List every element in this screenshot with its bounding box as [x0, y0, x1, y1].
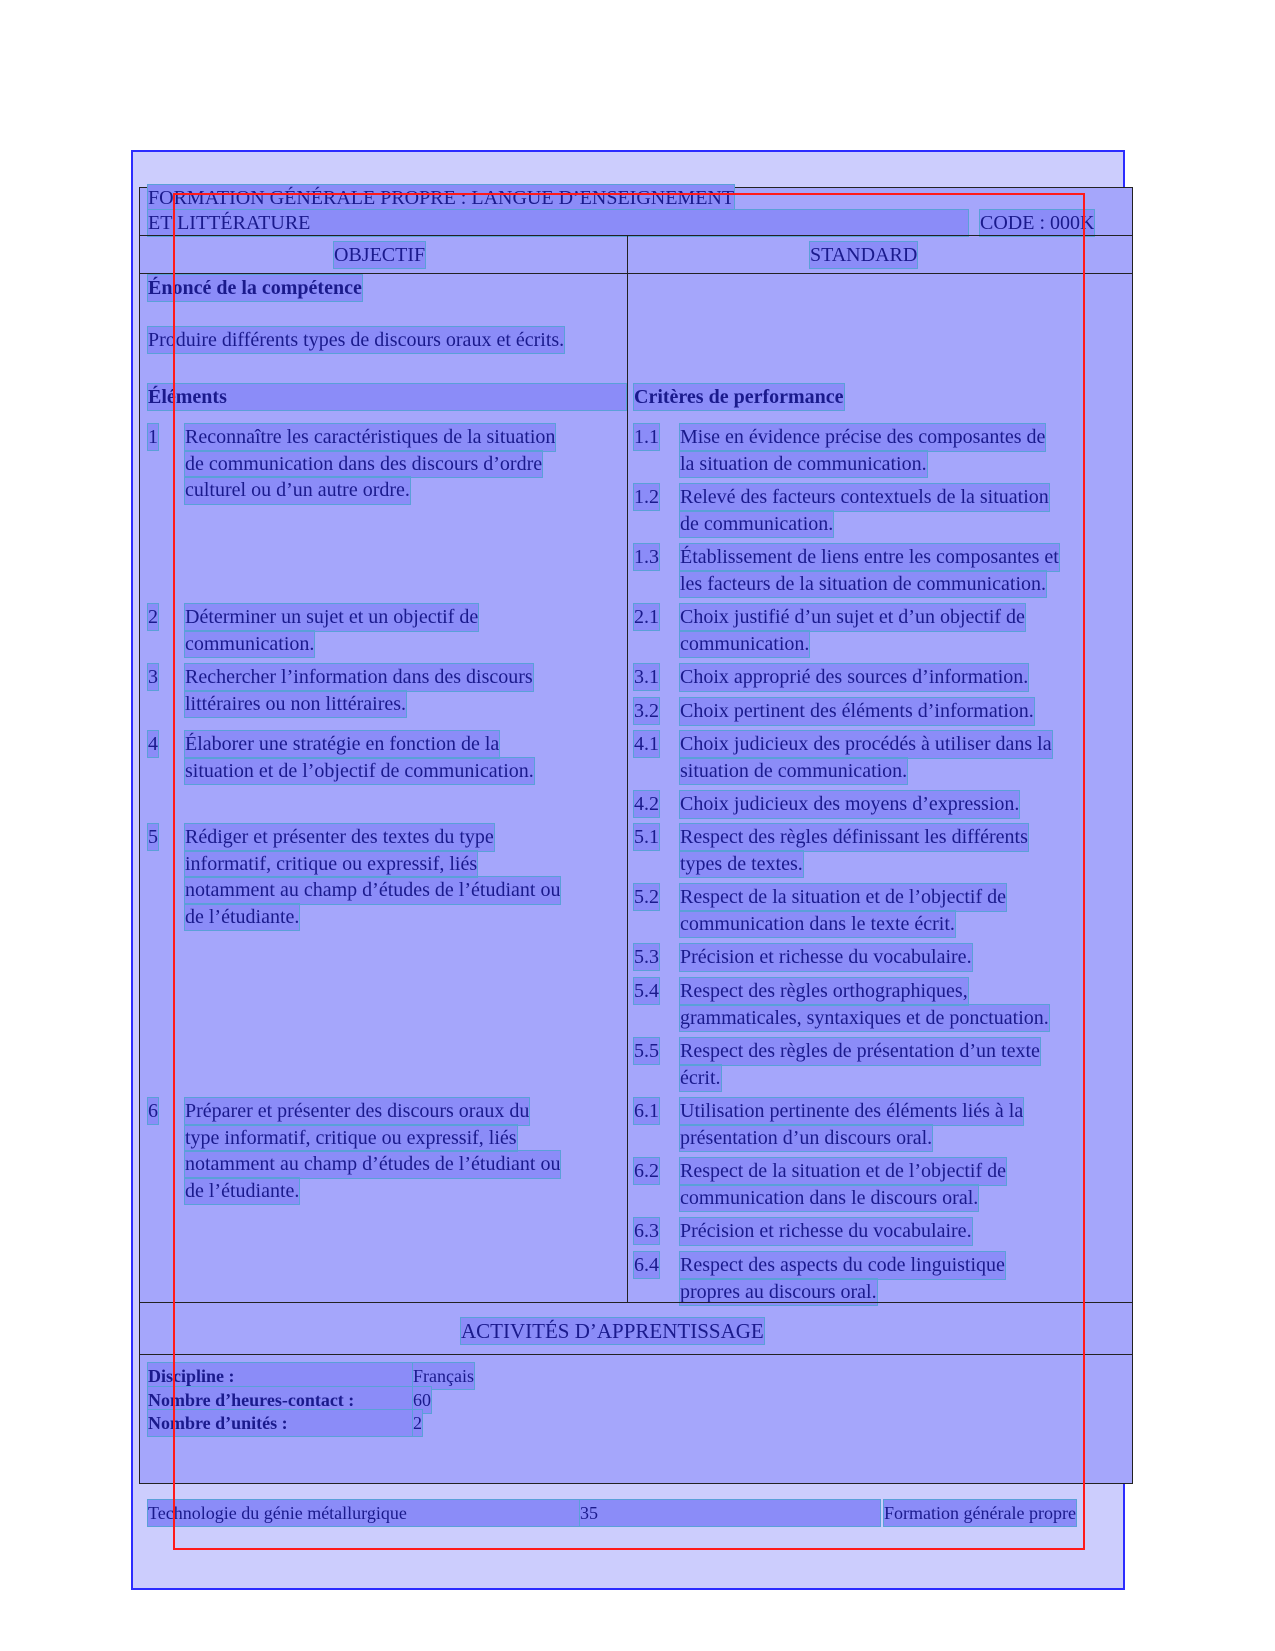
- activity-value-heures: 60: [413, 1387, 431, 1413]
- criterion-text-line: la situation de communication.: [680, 451, 927, 478]
- elements-heading: Éléments: [148, 384, 626, 410]
- criterion-text: [680, 544, 1059, 597]
- element-text-line: situation et de l’objectif de communication.: [185, 758, 534, 785]
- criterion-text-line: Établissement de liens entre les composantes et: [680, 544, 1059, 571]
- activity-label-unites: Nombre d’unités :: [148, 1410, 413, 1436]
- criterion-text-line: Utilisation pertinente des éléments liés à la: [680, 1098, 1023, 1125]
- element-text-line: de l’étudiante.: [185, 904, 299, 931]
- criterion-number: 1.3: [634, 546, 659, 568]
- criterion-text: [680, 484, 1049, 537]
- criterion-text: [680, 604, 1025, 657]
- document-title-line1: FORMATION GÉNÉRALE PROPRE : LANGUE D’ENSEIGNEMENT: [148, 187, 735, 209]
- activities-heading: ACTIVITÉS D’APPRENTISSAGE: [461, 1319, 764, 1343]
- criterion-text-line: présentation d’un discours oral.: [680, 1125, 932, 1152]
- column-header-standard: STANDARD: [810, 244, 918, 266]
- criterion-text: [680, 884, 1006, 937]
- element-text-line: notamment au champ d’études de l’étudiant ou: [185, 1151, 560, 1178]
- criterion-number: 6.1: [634, 1100, 659, 1122]
- criterion-number: 6.2: [634, 1160, 659, 1182]
- criterion-text-line: Choix pertinent des éléments d’information.: [680, 698, 1034, 725]
- document-code: CODE : 000K: [980, 212, 1095, 234]
- activities-bottom-divider: [139, 1354, 1133, 1355]
- activity-value-unites: 2: [413, 1410, 422, 1436]
- column-header-objectif: OBJECTIF: [334, 244, 426, 266]
- criterion-text: [680, 1252, 1005, 1305]
- criterion-text-line: Mise en évidence précise des composantes de: [680, 424, 1045, 451]
- element-text-line: Déterminer un sujet et un objectif de: [185, 604, 478, 631]
- criterion-text: [680, 978, 1049, 1031]
- column-divider: [627, 236, 628, 1302]
- competence-heading: Énoncé de la compétence: [148, 277, 362, 299]
- activity-value-discipline: Français: [413, 1363, 474, 1389]
- criterion-text: [680, 944, 972, 971]
- element-text-line: de l’étudiante.: [185, 1178, 299, 1205]
- element-text: [185, 1098, 560, 1204]
- criterion-text-line: Respect de la situation et de l’objectif de: [680, 884, 1006, 911]
- element-text-line: culturel ou d’un autre ordre.: [185, 477, 410, 504]
- criterion-text-line: grammaticales, syntaxiques et de ponctuation.: [680, 1005, 1049, 1032]
- criterion-text-line: propres au discours oral.: [680, 1279, 877, 1306]
- criterion-text-line: Précision et richesse du vocabulaire.: [680, 1218, 972, 1245]
- criterion-number: 5.5: [634, 1040, 659, 1062]
- criterion-number: 5.2: [634, 886, 659, 908]
- element-text-line: communication.: [185, 631, 314, 658]
- criterion-text: [680, 731, 1052, 784]
- criterion-text-line: les facteurs de la situation de communication.: [680, 571, 1046, 598]
- criterion-text-line: écrit.: [680, 1065, 721, 1092]
- criteria-heading: Critères de performance: [634, 386, 844, 408]
- element-number: 6: [148, 1100, 158, 1122]
- element-text-line: Rechercher l’information dans des discours: [185, 664, 533, 691]
- criterion-number: 5.3: [634, 946, 659, 968]
- criterion-text: [680, 1038, 1040, 1091]
- criterion-text-line: communication dans le texte écrit.: [680, 911, 955, 938]
- criterion-number: 4.2: [634, 793, 659, 815]
- criterion-text-line: Respect de la situation et de l’objectif de: [680, 1158, 1006, 1185]
- criterion-number: 6.4: [634, 1254, 659, 1276]
- criterion-number: 2.1: [634, 606, 659, 628]
- document-title-line2: ET LITTÉRATURE: [148, 210, 968, 236]
- criterion-text: [680, 1158, 1006, 1211]
- criterion-number: 6.3: [634, 1220, 659, 1242]
- element-text: [185, 731, 534, 784]
- criterion-text-line: communication.: [680, 631, 809, 658]
- activities-top-divider: [139, 1302, 1133, 1303]
- element-text: [185, 424, 555, 504]
- criterion-text-line: Choix judicieux des moyens d’expression.: [680, 791, 1019, 818]
- footer-page-number: 35: [580, 1500, 880, 1526]
- criterion-text-line: situation de communication.: [680, 758, 907, 785]
- criterion-text-line: Choix judicieux des procédés à utiliser dans la: [680, 731, 1052, 758]
- column-header-divider: [139, 273, 1133, 274]
- criterion-text-line: Précision et richesse du vocabulaire.: [680, 944, 972, 971]
- criterion-text: [680, 824, 1028, 877]
- activity-label-heures: Nombre d’heures-contact :: [148, 1387, 413, 1413]
- element-text-line: Reconnaître les caractéristiques de la situation: [185, 424, 555, 451]
- criterion-text-line: Choix approprié des sources d’information.: [680, 664, 1028, 691]
- criterion-number: 3.1: [634, 666, 659, 688]
- element-number: 5: [148, 826, 158, 848]
- criterion-text-line: types de textes.: [680, 851, 803, 878]
- criterion-number: 4.1: [634, 733, 659, 755]
- element-text-line: Élaborer une stratégie en fonction de la: [185, 731, 499, 758]
- criterion-text-line: de communication.: [680, 511, 833, 538]
- criterion-text-line: Respect des règles définissant les différents: [680, 824, 1028, 851]
- element-number: 3: [148, 666, 158, 688]
- criterion-text: [680, 791, 1019, 818]
- criterion-number: 1.2: [634, 486, 659, 508]
- element-number: 2: [148, 606, 158, 628]
- element-text-line: de communication dans des discours d’ordre: [185, 451, 542, 478]
- criterion-text: [680, 1218, 972, 1245]
- element-number: 1: [148, 426, 158, 448]
- criterion-number: 1.1: [634, 426, 659, 448]
- competence-text: Produire différents types de discours oraux et écrits.: [148, 329, 565, 351]
- criterion-text-line: Respect des aspects du code linguistique: [680, 1252, 1005, 1279]
- activity-label-discipline: Discipline :: [148, 1363, 413, 1389]
- footer-left: Technologie du génie métallurgique: [148, 1500, 583, 1526]
- element-text-line: type informatif, critique ou expressif, liés: [185, 1125, 517, 1152]
- criterion-text: [680, 1098, 1023, 1151]
- element-text-line: Préparer et présenter des discours oraux du: [185, 1098, 529, 1125]
- criterion-text-line: Choix justifié d’un sujet et d’un objectif de: [680, 604, 1025, 631]
- criterion-number: 5.4: [634, 980, 659, 1002]
- criterion-number: 3.2: [634, 700, 659, 722]
- element-text-line: littéraires ou non littéraires.: [185, 691, 406, 718]
- element-number: 4: [148, 733, 158, 755]
- criterion-text-line: communication dans le discours oral.: [680, 1185, 978, 1212]
- criterion-text: [680, 664, 1028, 691]
- element-text-line: Rédiger et présenter des textes du type: [185, 824, 494, 851]
- element-text-line: notamment au champ d’études de l’étudiant ou: [185, 877, 560, 904]
- criterion-number: 5.1: [634, 826, 659, 848]
- element-text: [185, 664, 533, 717]
- element-text: [185, 824, 560, 930]
- element-text: [185, 604, 478, 657]
- criterion-text: [680, 698, 1034, 725]
- criterion-text: [680, 424, 1045, 477]
- criterion-text-line: Respect des règles de présentation d’un texte: [680, 1038, 1040, 1065]
- criterion-text-line: Respect des règles orthographiques,: [680, 978, 968, 1005]
- footer-right: Formation générale propre: [884, 1500, 1076, 1526]
- element-text-line: informatif, critique ou expressif, liés: [185, 851, 477, 878]
- criterion-text-line: Relevé des facteurs contextuels de la situation: [680, 484, 1049, 511]
- header-divider: [139, 235, 1133, 236]
